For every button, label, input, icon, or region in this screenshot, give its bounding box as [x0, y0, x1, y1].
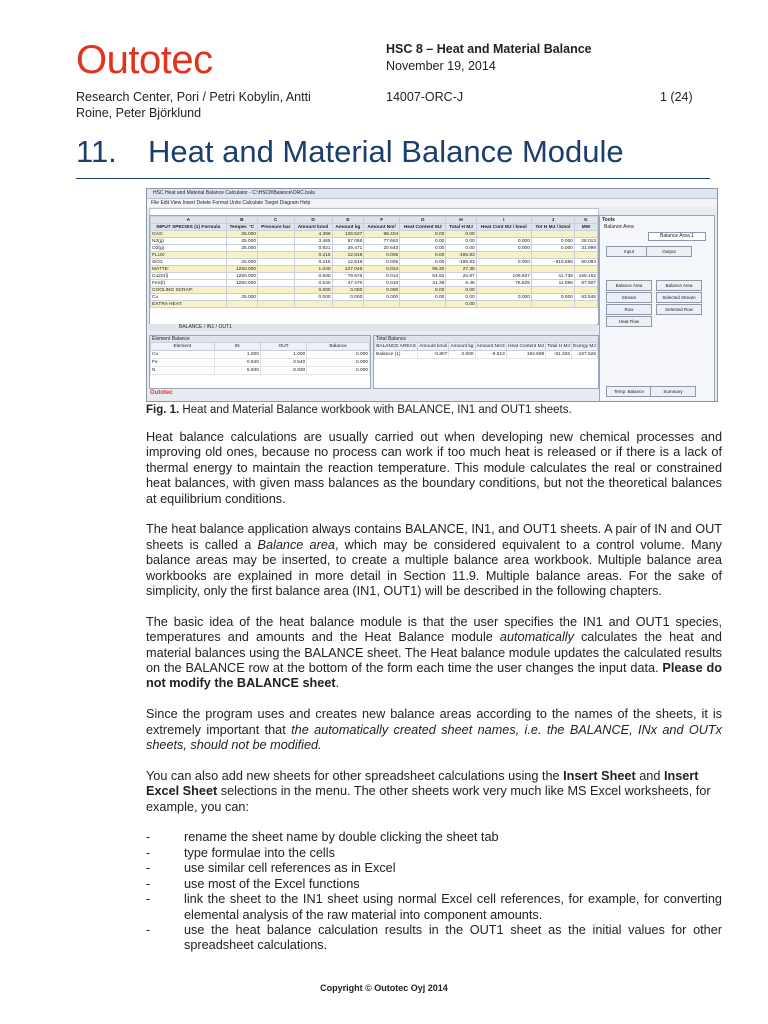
paragraph-sheets: The heat balance application always contains BALANCE, IN1, and OUT1 sheets. A pair of IN and OUT sheets is called a Balance area, which may be considered equivalent to a control volume. Many balance areas may be inserted, to create a multiple balance area workbook. Multiple balance area workbooks are explained in more detail in Section 11.9. Multiple balance areas. For the sake of simplicity, only the first balance area (IN1, OUT1) will be described in the following chapters.: [146, 522, 722, 599]
list-item: - rename the sheet name by double clicking the sheet tab: [146, 830, 499, 845]
table-row: SiO2 25.000 0.215 12.918 0.005 0.00 -195.83 0.000 -910.856 60.084: [152, 259, 596, 265]
doc-date: November 19, 2014: [386, 59, 496, 73]
tool-button: Selected Stream: [656, 292, 702, 303]
section-number: 11.: [76, 134, 117, 169]
table-header: BALANCE AREAS Amount kmol Amount kg Amount Nm3 Heat Content MJ Total H MJ Exergy MJ: [376, 344, 596, 349]
sheet-tabs: BALANCE / IN1 / OUT1: [149, 324, 597, 331]
tool-button: Summary: [650, 386, 696, 397]
tool-button: Stream: [606, 292, 652, 303]
table-row: Cu2S(l) 1250.000 0.500 79.576 0.014 54.92 20.87 109.837 41.739 159.152: [152, 273, 596, 279]
table-row: GAS: 25.000 4.396 126.537 98.404 0.00 0.00: [151, 231, 598, 238]
capabilities-list: [146, 830, 722, 953]
tool-button: Input: [606, 246, 652, 257]
figure-caption: Fig. 1. Heat and Material Balance workbook with BALANCE, IN1 and OUT1 sheets.: [146, 404, 572, 416]
workbook-screenshot: [146, 188, 718, 402]
table-row: N 6.930 6.930 0.000: [152, 368, 368, 373]
grid-column-letters: A B C D E F G H I J K: [151, 217, 598, 224]
paragraph-basic-idea: The basic idea of the heat balance module is that the user specifies the IN1 and OUT1 species, temperatures and amounts and the Heat Balance module automatically calculates the heat and material balances using the BALANCE sheet. The Heat balance module updates the calculated results on the BALANCE row at the bottom of the form each time the user changes the input data. Please do not modify the BALANCE sheet.: [146, 614, 722, 691]
screenshot-brand: Outotec: [150, 390, 173, 396]
heading-rule: [76, 178, 710, 179]
table-header: Element IN OUT Balance: [151, 343, 370, 351]
doc-title: HSC 8 – Heat and Material Balance: [386, 42, 592, 56]
company-logo: Outotec: [76, 38, 213, 82]
table-row: COOLING SCRAP: 0.000 0.000 0.000 0.00 0.00: [151, 287, 598, 294]
page-number: 1 (24): [660, 90, 693, 104]
table-row: Cu 1.000 1.000 0.000: [152, 352, 368, 357]
paragraph-intro: Heat balance calculations are usually carried out when developing new chemical processes and improving old ones, because no process can work if too much heat is released or if there is a lack of thermal energy to maintain the reaction temperature. This module calculates the real or constrained heat balances, with given mass balances as the boundary conditions, but not the theoretical balances at equilibrium conditions.: [146, 430, 722, 506]
paragraph-naming: Since the program uses and creates new balance areas according to the names of the sheets, it is extremely important that the automatically created sheet names, i.e. the BALANCE, INx and OUTx sheets, should not be modified.: [146, 707, 722, 753]
table-row: Balance (1) -0.807 0.000 -6.813 194.699 -81.326 -167.526: [376, 352, 596, 357]
paragraph-new-sheets: You can also add new sheets for other spreadsheet calculations using the Insert Sheet and Insert Excel Sheet selections in the menu. The other sheets work very much like MS Excel worksheets, for example, you can:: [146, 768, 711, 814]
element-balance-pane: Element Balance Element IN OUT Balance Cu 1.000 1.000 0.000 Fe 0.540 0.540 0.000 N 6.930 6.930 0.000: [149, 335, 371, 389]
list-item: - type formulae into the cells: [146, 845, 335, 860]
authors-line-2: Roine, Peter Björklund: [76, 106, 202, 120]
list-item: - use similar cell references as in Excel: [146, 861, 396, 876]
tool-button: Row: [606, 304, 652, 315]
table-row: FLUX: 0.215 12.918 0.005 0.00 -195.83: [151, 252, 598, 259]
table-row: MATTE: 1250.000 1.040 127.046 0.024 96.30 27.35: [151, 266, 598, 273]
table-row: FeS(l) 1250.000 0.540 47.470 0.010 41.38 6.48 76.625 11.995 87.907: [152, 280, 596, 286]
table-row: O2(g) 25.000 0.921 29.471 20.643 0.00 0.00 0.000 0.000 31.999: [152, 245, 596, 251]
tools-panel: Tools Balance Area Balance Area 1 Input Output Balance Area Balance Area Stream Selected Stream Row Selected Row Heat Flow Temp. Balance Summary: [599, 215, 715, 402]
window-menubar: File Edit View Insert Delete Format Units Calculate Target Diagram Help: [147, 199, 717, 207]
input-sheet-grid: [149, 215, 599, 325]
tool-button: Temp. Balance: [606, 386, 652, 397]
tool-button: Heat Flow: [606, 316, 652, 327]
table-row: N2(g) 25.000 3.465 97.066 77.663 0.00 0.00 0.000 0.000 28.013: [152, 238, 596, 244]
grid-column-headers: INPUT SPECIES (1) Formula Temper. °C Pressure bar Amount kmol Amount kg Amount Nm³ Heat Content MJ Total H MJ Heat Cont MJ / kmol Tot H MJ / kmol MW: [151, 224, 598, 231]
list-item: - link the sheet to the IN1 sheet using normal Excel cell references, for example, for converting elemental analysis of the raw material into component amounts.: [146, 892, 722, 922]
authors-line-1: Research Center, Pori / Petri Kobylin, Antti: [76, 90, 311, 104]
tool-button: Balance Area: [656, 280, 702, 291]
tool-button: Selected Row: [656, 304, 702, 315]
page-footer: Copyright © Outotec Oyj 2014: [320, 983, 448, 993]
list-item: - use most of the Excel functions: [146, 876, 360, 891]
section-heading: [76, 134, 624, 170]
tool-button: Output: [646, 246, 692, 257]
tool-button: Balance Area: [606, 280, 652, 291]
table-row: EXTRA HEAT: 0.00: [151, 301, 598, 308]
table-row: Fe 0.540 0.540 0.000: [152, 360, 368, 365]
list-item: - use the heat balance calculation results in the OUT1 sheet as the initial values for other spreadsheet calculations.: [146, 922, 722, 953]
doc-code: 14007-ORC-J: [386, 90, 464, 104]
section-title: Heat and Material Balance Module: [148, 134, 624, 169]
window-titlebar: HSC Heat and Material Balance Calculator - C:\HSC8\Balance\ORC.bala: [147, 189, 717, 199]
table-row: Cu 25.000 0.000 0.000 0.000 0.00 0.00 0.000 0.000 63.546: [152, 294, 596, 300]
body-text: [146, 430, 722, 954]
total-balance-pane: Total Balance BALANCE AREAS Amount kmol Amount kg Amount Nm3 Heat Content MJ Total H MJ Exergy MJ Balance (1) -0.807 0.000 -6.813 194.699 -81.326 -167.526: [373, 335, 599, 389]
